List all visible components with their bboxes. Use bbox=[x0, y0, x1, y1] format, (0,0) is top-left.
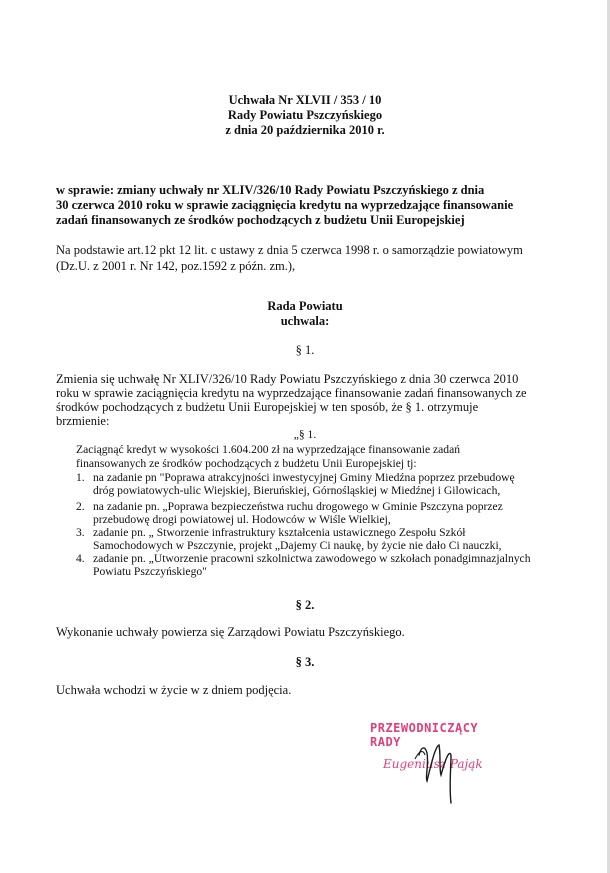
chairman-stamp-title: PRZEWODNICZĄCY RADY bbox=[370, 721, 479, 749]
list-item bbox=[76, 552, 576, 579]
list-item-text: dróg powiatowych-ulic Wiejskiej, Bieruńskiej, Górnośląskiej w Miedźnej i Gilowicach, bbox=[93, 484, 501, 498]
list-item-text: przebudowę drogi powiatowej ul. Hodowców w Wiśle Wielkiej, bbox=[93, 513, 391, 527]
subject-line-1: w sprawie: zmiany uchwały nr XLIV/326/10 Rady Powiatu Pszczyńskiego z dnia bbox=[56, 183, 485, 197]
list-item-text: Powiatu Pszczyńskiego" bbox=[93, 565, 207, 579]
section-1-title: § 1. bbox=[295, 343, 315, 357]
list-item-text: na zadanie pn "Poprawa atrakcyjności inwestycyjnej Gminy Miedźna poprzez przebudowę bbox=[93, 471, 515, 484]
list-item-number: 4. bbox=[76, 552, 85, 565]
legal-basis-line-1: Na podstawie art.12 pkt 12 lit. c ustawy z dnia 5 czerwca 1998 r. o samorządzie powiatowym bbox=[56, 243, 523, 257]
legal-basis-line-2: (Dz.U. z 2001 r. Nr 142, poz.1592 z późn. zm.), bbox=[56, 259, 296, 273]
council-heading: Rada Powiatu bbox=[267, 299, 343, 313]
list-item-text: zadanie pn. „Utworzenie pracowni szkolnictwa zawodowego w szkołach ponadgimnazjalnych bbox=[93, 552, 531, 565]
section-3-title: § 3. bbox=[295, 655, 315, 669]
section-1-line-4: brzmienie: bbox=[56, 414, 110, 428]
list-item-text: zadanie pn. „ Stworzenie infrastruktury kształcenia ustawicznego Zespołu Szkół bbox=[93, 526, 466, 539]
section-2-title: § 2. bbox=[295, 598, 315, 612]
list-item-number: 3. bbox=[76, 526, 85, 539]
section-1-line-2: roku w sprawie zaciągnięcia kredytu na wyprzedzające finansowanie zadań finansowanych ze bbox=[56, 386, 527, 400]
handwritten-signature bbox=[405, 725, 465, 805]
resolution-date: z dnia 20 października 2010 r. bbox=[225, 123, 385, 137]
section-3-text: Uchwała wchodzi w życie w z dniem podjęcia. bbox=[56, 683, 292, 697]
resolution-number: Uchwała Nr XLVII / 353 / 10 bbox=[228, 93, 382, 107]
list-item bbox=[76, 471, 576, 498]
quoted-line-2: finansowanych ze środków pochodzących z budżetu Unii Europejskiej tj: bbox=[76, 457, 417, 470]
council-name: Rady Powiatu Pszczyńskiego bbox=[227, 108, 383, 122]
section-2-text: Wykonanie uchwały powierza się Zarządowi Powiatu Pszczyńskiego. bbox=[56, 625, 405, 639]
list-item-text: Samochodowych w Pszczynie, projekt „Dajemy Ci naukę, by życie nie dało Ci nauczki, bbox=[93, 539, 502, 553]
quoted-line-1: Zaciągnąć kredyt w wysokości 1.604.200 zł na wyprzedzające finansowanie zadań bbox=[76, 443, 461, 456]
subject-line-3: zadań finansowanych ze środków pochodzących z budżetu Unii Europejskiej bbox=[56, 213, 465, 227]
list-item-number: 1. bbox=[76, 471, 85, 484]
section-1-line-1: Zmienia się uchwałę Nr XLIV/326/10 Rady Powiatu Pszczyńskiego z dnia 30 czerwca 2010 bbox=[56, 372, 519, 386]
chairman-stamp-name: Eugeniusz Pająk bbox=[383, 757, 483, 771]
resolves-heading: uchwala: bbox=[280, 314, 330, 328]
list-item bbox=[76, 526, 576, 553]
list-item bbox=[76, 500, 576, 527]
subject-line-2: 30 czerwca 2010 roku w sprawie zaciągnięcia kredytu na wyprzedzające finansowanie bbox=[56, 198, 514, 212]
quoted-section-title: „§ 1. bbox=[293, 428, 317, 441]
list-item-text: na zadanie pn. „Poprawa bezpieczeństwa ruchu drogowego w Gminie Pszczyna poprzez bbox=[93, 500, 503, 513]
section-1-line-3: środków pochodzących z budżetu Unii Europejskiej w ten sposób, że § 1. otrzymuje bbox=[56, 400, 479, 414]
list-item-number: 2. bbox=[76, 500, 85, 513]
